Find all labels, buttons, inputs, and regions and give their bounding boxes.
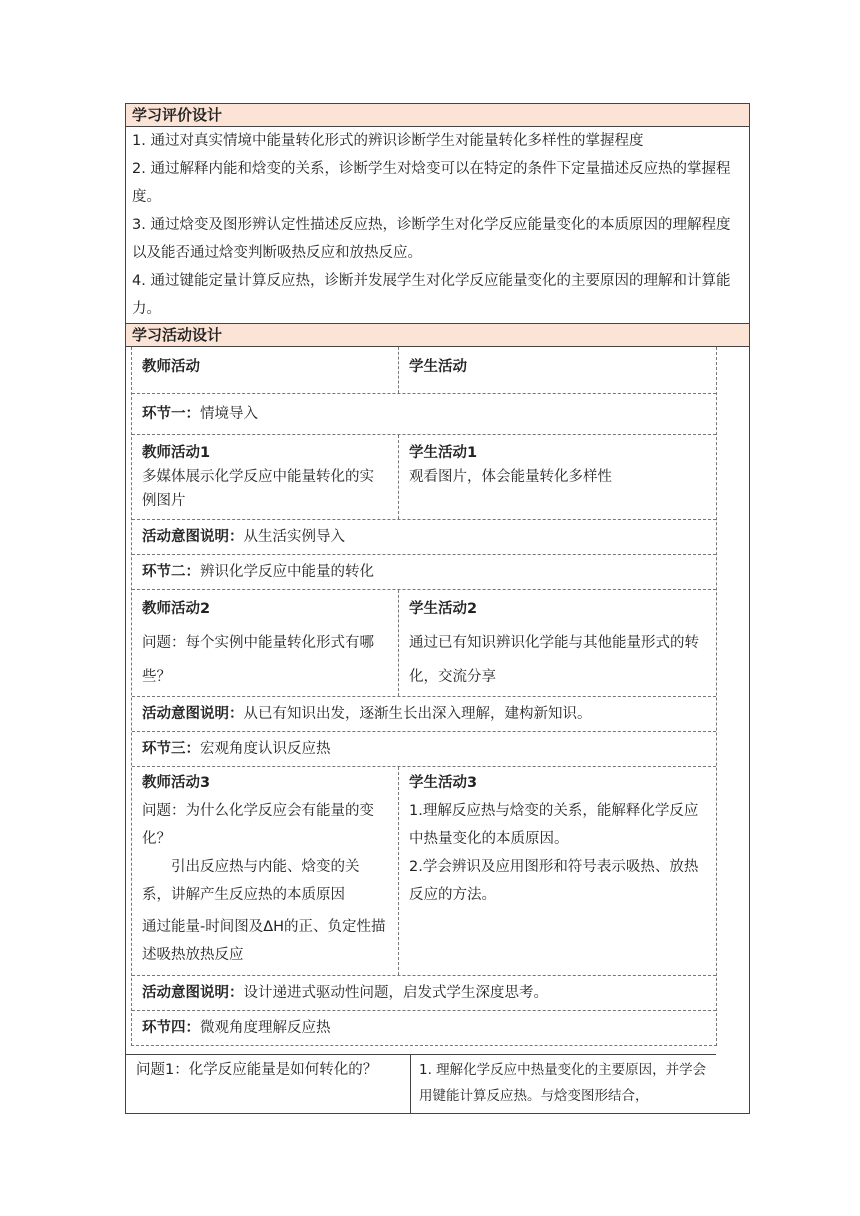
- intent-row: [132, 975, 716, 1010]
- stage-1: [132, 394, 716, 434]
- stage-text: 辨识化学反应中能量的转化: [200, 564, 374, 580]
- stage-text: 宏观角度认识反应热: [200, 741, 331, 757]
- intent-label: 活动意图说明：: [142, 529, 244, 545]
- teacher-activity-4: 问题1：化学反应能量是如何转化的？: [126, 1055, 411, 1113]
- stage-label: 环节三：: [142, 741, 200, 757]
- intent-label: 活动意图说明：: [142, 985, 244, 1001]
- activity-section-header: 学习活动设计: [126, 323, 749, 347]
- activity-text: 通过能量-时间图及ΔH的正、负定性描述吸热放热反应: [142, 919, 386, 963]
- activity-table: [131, 347, 717, 1046]
- activity-row: [132, 766, 716, 975]
- activity-title: 学生活动1: [409, 445, 478, 461]
- activity-text: 问题：为什么化学反应会有能量的变化？: [142, 803, 374, 847]
- intent-3: [132, 976, 716, 1010]
- activity-text: 2.学会辨识及应用图形和符号表示吸热、放热反应的方法。: [409, 859, 699, 903]
- intent-text: 从生活实例导入: [243, 529, 345, 545]
- column-header-row: [132, 347, 716, 393]
- teacher-activity-2: [132, 590, 399, 696]
- intent-label: 活动意图说明：: [142, 706, 244, 722]
- intent-2: [132, 697, 716, 731]
- activity-title: 教师活动1: [142, 445, 211, 461]
- eval-item: 2. 通过解释内能和焓变的关系，诊断学生对焓变可以在特定的条件下定量描述反应热的掌握程度。: [132, 161, 731, 205]
- activity-text: 多媒体展示化学反应中能量转化的实例图片: [142, 469, 374, 509]
- activity-title: 教师活动3: [142, 775, 211, 791]
- student-activity-2: [399, 590, 716, 696]
- activity-text: 通过已有知识辨识化学能与其他能量形式的转化，交流分享: [409, 635, 699, 685]
- activity-row: [132, 434, 716, 519]
- stage-4: [132, 1011, 716, 1045]
- teacher-activity-3: [132, 767, 399, 975]
- student-activity-4: 1. 理解化学反应中热量变化的主要原因，并学会用键能计算反应热。与焓变图形结合，: [419, 1062, 707, 1104]
- eval-section-body: [126, 127, 749, 323]
- stage-label: 环节四：: [142, 1020, 200, 1036]
- stage-row: [132, 393, 716, 434]
- stage-row: [132, 1010, 716, 1045]
- eval-item: 4. 通过键能定量计算反应热，诊断并发展学生对化学反应能量变化的主要原因的理解和计算能力。: [132, 273, 731, 317]
- teacher-activity-1: [132, 435, 399, 519]
- activity-title: 学生活动2: [409, 601, 478, 617]
- student-activity-3: [399, 767, 716, 975]
- activity-title: 教师活动2: [142, 601, 211, 617]
- stage-label: 环节一：: [142, 406, 200, 422]
- activity-text: 问题：每个实例中能量转化形式有哪些？: [142, 635, 374, 685]
- stage-text: 情境导入: [200, 406, 258, 422]
- teacher-column-header: 教师活动: [132, 347, 399, 393]
- activity-row: [132, 589, 716, 696]
- activity-text: 观看图片，体会能量转化多样性: [409, 469, 612, 485]
- activity-title: 学生活动3: [409, 775, 478, 791]
- student-column-header: 学生活动: [409, 359, 467, 375]
- stage-row: [132, 554, 716, 589]
- lesson-design-table: [125, 103, 750, 1114]
- intent-text: 从已有知识出发，逐渐生长出深入理解，建构新知识。: [243, 706, 592, 722]
- stage-2: [132, 555, 716, 589]
- stage-3: [132, 732, 716, 766]
- intent-row: [132, 696, 716, 731]
- intent-1: [132, 520, 716, 554]
- activity-text: 引出反应热与内能、焓变的关系，讲解产生反应热的本质原因: [142, 859, 360, 903]
- stage-label: 环节二：: [142, 564, 200, 580]
- eval-item: 1. 通过对真实情境中能量转化形式的辨识诊断学生对能量转化多样性的掌握程度: [132, 133, 644, 149]
- intent-row: [132, 519, 716, 554]
- intent-text: 设计递进式驱动性问题，启发式学生深度思考。: [243, 985, 548, 1001]
- stage-text: 微观角度理解反应热: [200, 1020, 331, 1036]
- activity-row-4: [126, 1054, 716, 1113]
- eval-section-header: 学习评价设计: [126, 104, 749, 127]
- activity-text: 1.理解反应热与焓变的关系，能解释化学反应中热量变化的本质原因。: [409, 803, 699, 847]
- stage-row: [132, 731, 716, 766]
- eval-item: 3. 通过焓变及图形辨认定性描述反应热，诊断学生对化学反应能量变化的本质原因的理解程度以及能否通过焓变判断吸热反应和放热反应。: [132, 217, 731, 261]
- student-activity-1: [399, 435, 716, 519]
